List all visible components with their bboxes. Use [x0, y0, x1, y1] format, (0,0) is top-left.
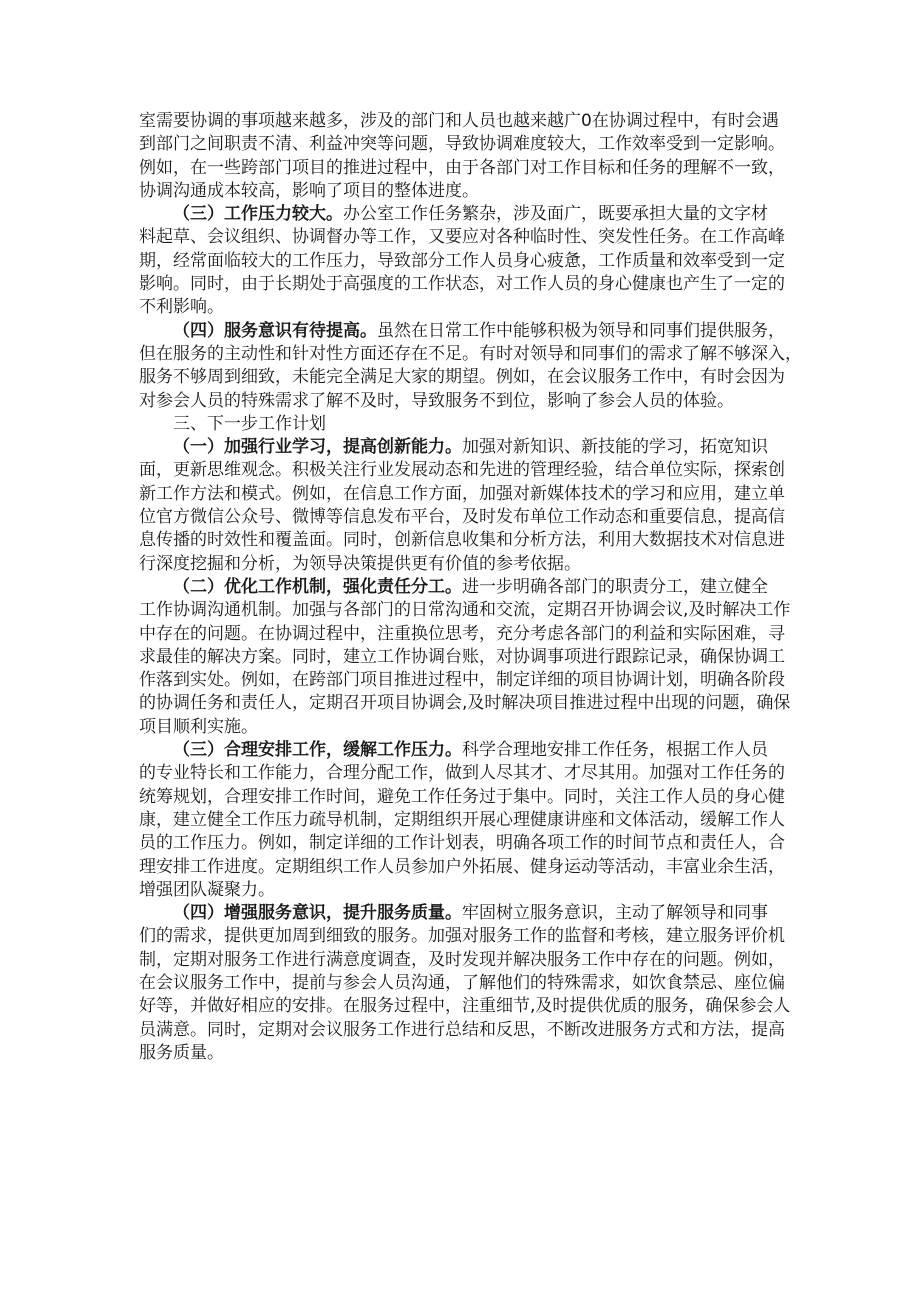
text-line: 好等，并做好相应的安排。在服务过程中，注重细节,及时提供优质的服务，确保参会人 — [139, 996, 791, 1017]
text-line: 对参会人员的特殊需求了解不及时，导致服务不到位，影响了参会人员的体验。 — [139, 390, 734, 411]
paragraph-plan-2 — [139, 576, 789, 739]
text-line: 统筹规划，合理安排工作时间，避免工作任务过于集中。同时，关注工作人员的身心健 — [139, 786, 785, 807]
text-line: 新工作方法和模式。例如，在信息工作方面，加强对新媒体技术的学习和应用，建立单 — [139, 483, 785, 504]
text-line: 行深度挖掘和分析，为领导决策提供更有价值的参考依据。 — [139, 553, 581, 574]
paragraph-plan-1 — [139, 436, 789, 576]
text-line: 康，建立健全工作压力疏导机制，定期组织开展心理健康讲座和文体活动，缓解工作人 — [139, 809, 785, 830]
text-line — [139, 203, 789, 226]
paragraph-heading: （三）合理安排工作，缓解工作压力。 — [173, 740, 462, 761]
text-line: 工作协调沟通机制。加强与各部门的日常沟通和交流，定期召开协调会议,及时解决工作 — [139, 600, 791, 621]
text-line: 协调沟通成本较高，影响了项目的整体进度。 — [139, 180, 479, 201]
paragraph-heading: （四）服务意识有待提高。 — [173, 320, 377, 341]
text-line: 不利影响。 — [139, 297, 224, 318]
text-line: 的专业特长和工作能力，合理分配工作，做到人尽其才、才尽其用。加强对工作任务的 — [139, 763, 785, 784]
paragraph-text: 牢固树立服务意识，主动了解领导和同事 — [462, 903, 768, 924]
text-line: 期，经常面临较大的工作压力，导致部分工作人员身心疲惫，工作质量和效率受到一定 — [139, 250, 785, 271]
text-line: 理安排工作进度。定期组织工作人员参加户外拓展、健身运动等活动，丰富业余生活， — [139, 856, 785, 877]
paragraph-intro — [139, 110, 789, 203]
text-line: 们的需求，提供更加周到细致的服务。加强对服务工作的监督和考核，建立服务评价机 — [139, 926, 785, 947]
paragraph-text: 办公室工作任务繁杂，涉及面广，既要承担大量的文字材 — [343, 204, 768, 225]
document-body — [139, 110, 802, 1065]
paragraph-heading: （四）增强服务意识，提升服务质量。 — [173, 903, 462, 924]
paragraph-text: 进一步明确各部门的职责分工，建立健全 — [462, 576, 768, 597]
paragraph-service-awareness — [139, 320, 802, 413]
section-title: 三、下一步工作计划 — [173, 413, 326, 434]
text-line: 员的工作压力。例如，制定详细的工作计划表，明确各项工作的时间节点和责任人，合 — [139, 833, 785, 854]
text-line: 到部门之间职责不清、利益冲突等问题，导致协调难度较大，工作效率受到一定影响。 — [139, 134, 785, 155]
text-line: 料起草、会议组织、协调督办等工作，又要应对各种临时性、突发性任务。在工作高峰 — [139, 227, 785, 248]
paragraph-text: 加强对新知识、新技能的学习，拓宽知识 — [462, 437, 768, 458]
text-line: 面，更新思维观念。积极关注行业发展动态和先进的管理经验，结合单位实际，探索创 — [139, 460, 785, 481]
text-line: 服务不够周到细致，未能完全满足大家的期望。例如，在会议服务工作中，有时会因为 — [139, 367, 785, 388]
text-line: 室需要协调的事项越来越多，涉及的部门和人员也越来越广0在协调过程中，有时会遇 — [139, 111, 779, 131]
paragraph-work-pressure — [139, 203, 789, 319]
text-line — [139, 902, 789, 925]
text-line: 求最佳的解决方案。同时，建立工作协调台账，对协调事项进行跟踪记录，确保协调工 — [139, 646, 785, 667]
paragraph-heading: （三）工作压力较大。 — [173, 204, 343, 225]
paragraph-plan-3 — [139, 739, 789, 902]
text-line: 位官方微信公众号、微博等信息发布平台，及时发布单位工作动态和重要信息，提高信 — [139, 507, 785, 528]
text-line: 息传播的时效性和覆盖面。同时，创新信息收集和分析方法，利用大数据技术对信息进 — [139, 530, 785, 551]
text-line: 影响。同时，由于长期处于高强度的工作状态，对工作人员的身心健康也产生了一定的 — [139, 274, 785, 295]
text-line: 员满意。同时，定期对会议服务工作进行总结和反思，不断改进服务方式和方法，提高 — [139, 1019, 785, 1040]
text-line: 作落到实处。例如，在跨部门项目推进过程中，制定详细的项目协调计划，明确各阶段 — [139, 670, 785, 691]
text-line: 在会议服务工作中，提前与参会人员沟通，了解他们的特殊需求，如饮食禁忌、座位偏 — [139, 972, 785, 993]
text-line: 项目顺利实施。 — [139, 716, 258, 737]
paragraph-text: 科学合理地安排工作任务，根据工作人员 — [462, 740, 768, 761]
text-line: 例如，在一些跨部门项目的推进过程中，由于各部门对工作目标和任务的理解不一致， — [139, 157, 785, 178]
text-line: 中存在的问题。在协调过程中，注重换位思考，充分考虑各部门的利益和实际困难，寻 — [139, 623, 785, 644]
text-line: 制，定期对服务工作进行满意度调查，及时发现并解决服务工作中存在的问题。例如， — [139, 949, 785, 970]
text-line: 服务质量。 — [139, 1042, 224, 1063]
paragraph-plan-4 — [139, 902, 789, 1065]
text-line — [139, 576, 789, 599]
text-line — [139, 739, 789, 762]
text-line — [139, 320, 789, 343]
text-line: 的协调任务和责任人，定期召开项目协调会,及时解决项目推进过程中出现的问题，确保 — [139, 693, 791, 714]
paragraph-heading: （一）加强行业学习，提高创新能力。 — [173, 437, 462, 458]
paragraph-heading: （二）优化工作机制，强化责任分工。 — [173, 576, 462, 597]
paragraph-text: 虽然在日常工作中能够积极为领导和同事们提供服务， — [377, 320, 785, 341]
text-line — [139, 436, 789, 459]
text-line: 但在服务的主动性和针对性方面还存在不足。有时对领导和同事们的需求了解不够深入， — [139, 343, 802, 364]
text-line: 增强团队凝聚力。 — [139, 879, 275, 900]
